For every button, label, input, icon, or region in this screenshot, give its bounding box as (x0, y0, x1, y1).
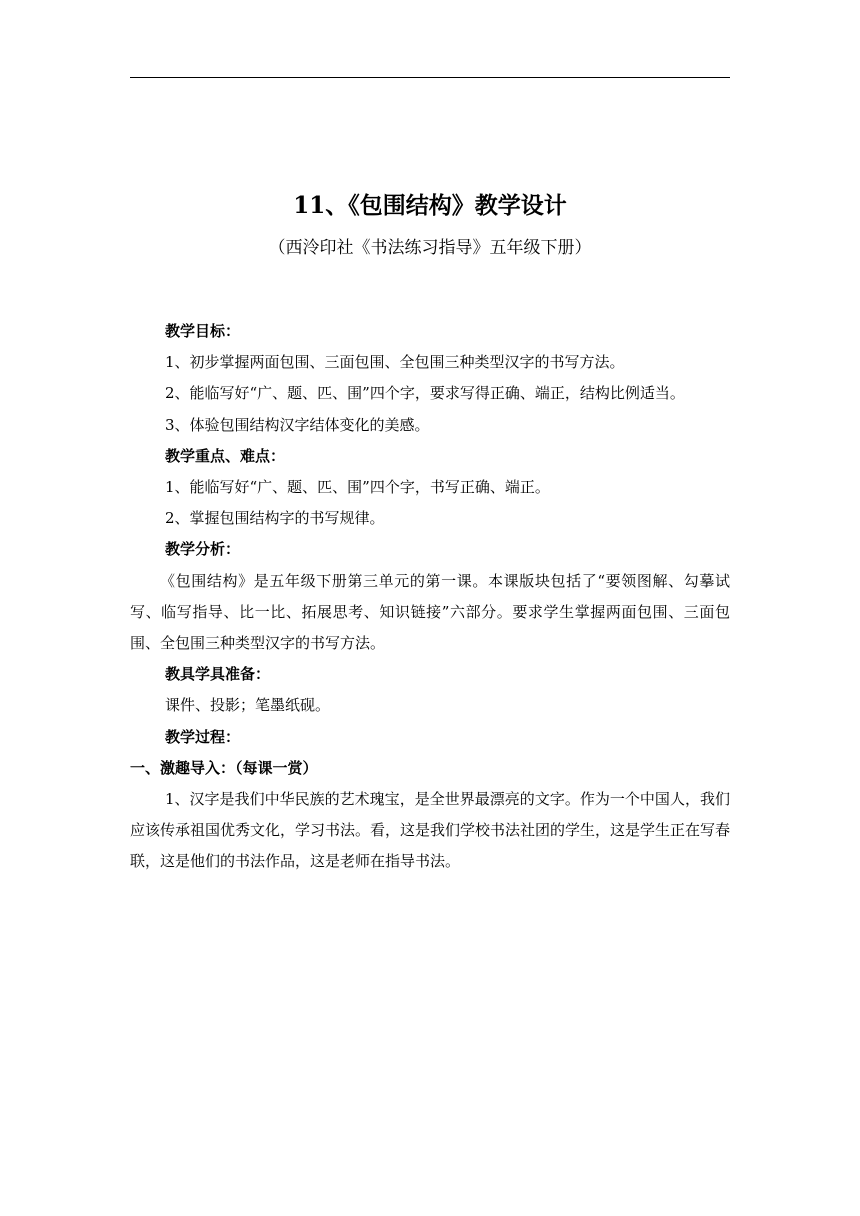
document-title: 11、《包围结构》教学设计 (293, 192, 567, 219)
heading-materials: 教具学具准备： (164, 665, 270, 684)
document-body (130, 316, 730, 878)
paragraph: 课件、投影；笔墨纸砚。 (164, 696, 330, 715)
header-rule (130, 77, 730, 78)
heading-key-points: 教学重点、难点： (164, 446, 285, 465)
paragraph: 2、能临写好“广、题、匹、围”四个字，要求写得正确、端正，结构比例适当。 (164, 384, 685, 403)
heading-process: 教学过程： (164, 727, 240, 746)
paragraph: 2、掌握包围结构字的书写规律。 (164, 509, 385, 528)
document-subtitle: （西泠印社《书法练习指导》五年级下册） (268, 238, 592, 258)
paragraph: 3、体验包围结构汉字结体变化的美感。 (164, 415, 430, 434)
paragraph: 1、初步掌握两面包围、三面包围、全包围三种类型汉字的书写方法。 (164, 353, 625, 372)
section-heading: 一、激趣导入：（每课一赏） (130, 758, 318, 777)
paragraph: 1、汉字是我们中华民族的艺术瑰宝，是全世界最漂亮的文字。作为一个中国人，我们应该传承祖国优秀文化，学习书法。看，这是我们学校书法社团的学生，这是学生正在写春联，这是他们的书法作品，这是老师在指导书法。 (130, 790, 731, 871)
heading-analysis: 教学分析： (164, 540, 240, 559)
heading-objectives: 教学目标： (164, 322, 240, 340)
paragraph: 1、能临写好“广、题、匹、围”四个字，书写正确、端正。 (164, 478, 550, 497)
paragraph: 《包围结构》是五年级下册第三单元的第一课。本课版块包括了“要领图解、勾摹试写、临写指导、比一比、拓展思考、知识链接”六部分。要求学生掌握两面包围、三面包围、全包围三种类型汉字的书写方法。 (130, 571, 730, 653)
